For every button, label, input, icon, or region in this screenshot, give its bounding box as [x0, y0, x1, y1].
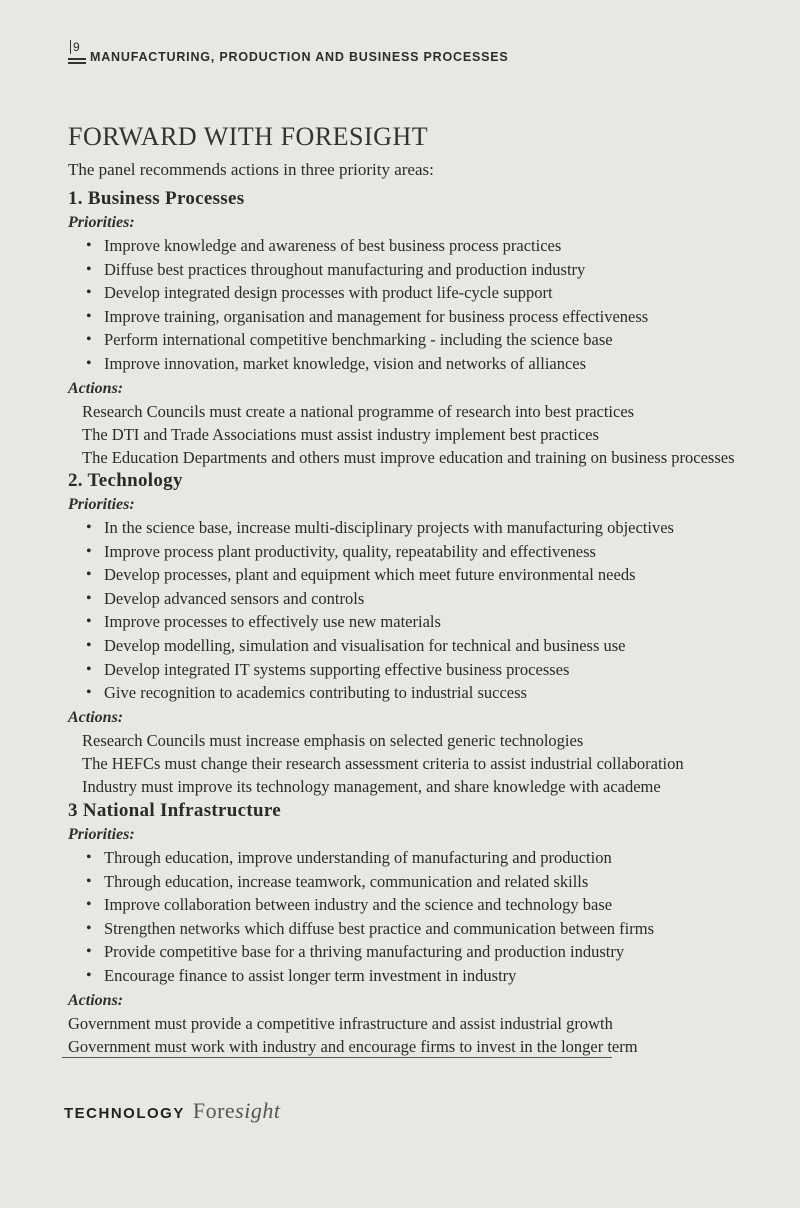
priorities-label: Priorities:: [68, 826, 135, 843]
list-item: • Improve processes to effectively use new materials: [68, 610, 748, 634]
section-business-processes: [68, 188, 748, 469]
priorities-label: Priorities:: [68, 496, 135, 513]
action-item: The Education Departments and others must improve education and training on business processes: [82, 447, 735, 467]
priorities-label: Priorities:: [68, 214, 135, 231]
actions-label: Actions:: [68, 379, 124, 397]
page-title: FORWARD WITH FORESIGHT: [68, 122, 429, 151]
action-item: Government must provide a competitive infrastructure and assist industrial growth: [68, 1013, 613, 1033]
action-item: The HEFCs must change their research assessment criteria to assist industrial collaboration: [82, 753, 684, 773]
actions-list: [68, 1012, 748, 1058]
section-national-infrastructure: [68, 800, 748, 1058]
intro-text: The panel recommends actions in three priority areas:: [68, 160, 434, 179]
foresight-suffix: sight: [235, 1098, 281, 1123]
list-item: • Give recognition to academics contributing to industrial success: [68, 681, 748, 705]
list-item: • Strengthen networks which diffuse best practice and communication between firms: [68, 917, 748, 941]
action-item: The DTI and Trade Associations must assist industry implement best practices: [82, 424, 599, 444]
list-item: • Provide competitive base for a thriving manufacturing and production industry: [68, 940, 748, 964]
list-item: • Improve training, organisation and management for business process effectiveness: [68, 305, 748, 329]
action-item: Research Councils must create a national programme of research into best practices: [82, 401, 635, 421]
list-item: • Through education, increase teamwork, communication and related skills: [68, 870, 748, 894]
page-number-mark: [68, 42, 86, 64]
list-item: • Through education, improve understanding of manufacturing and production: [68, 846, 748, 870]
actions-label: Actions:: [68, 708, 124, 726]
section-technology: [68, 470, 748, 798]
list-item: • Diffuse best practices throughout manufacturing and production industry: [68, 258, 748, 282]
section-title: 3 National Infrastructure: [68, 800, 281, 821]
list-item: • Improve collaboration between industry and the science and technology base: [68, 893, 748, 917]
priorities-list: [68, 516, 748, 705]
list-item: • Develop advanced sensors and controls: [68, 587, 748, 611]
section-title: 1. Business Processes: [68, 188, 245, 209]
section-title: 2. Technology: [68, 470, 183, 491]
footer-logo: [64, 1098, 280, 1124]
footer-foresight-label: [193, 1098, 281, 1124]
page-header: [68, 42, 509, 64]
priorities-list: [68, 846, 748, 988]
running-head: MANUFACTURING, PRODUCTION AND BUSINESS PROCESSES: [90, 50, 509, 64]
action-item: Research Councils must increase emphasis on selected generic technologies: [82, 730, 584, 750]
action-item: Industry must improve its technology management, and share knowledge with academe: [82, 776, 661, 796]
list-item: • Develop integrated IT systems supporting effective business processes: [68, 658, 748, 682]
list-item: • Encourage finance to assist longer term investment in industry: [68, 964, 748, 988]
list-item: • In the science base, increase multi-disciplinary projects with manufacturing objectives: [68, 516, 748, 540]
list-item: • Develop integrated design processes with product life-cycle support: [68, 281, 748, 305]
footer-technology-label: TECHNOLOGY: [64, 1105, 185, 1122]
action-item: Government must work with industry and encourage firms to invest in the longer term: [68, 1036, 638, 1056]
list-item: • Improve process plant productivity, quality, repeatability and effectiveness: [68, 540, 748, 564]
list-item: • Develop modelling, simulation and visualisation for technical and business use: [68, 634, 748, 658]
list-item: • Improve innovation, market knowledge, vision and networks of alliances: [68, 352, 748, 376]
list-item: • Perform international competitive benchmarking - including the science base: [68, 328, 748, 352]
footer-divider: [62, 1057, 612, 1058]
actions-label: Actions:: [68, 991, 124, 1009]
list-item: • Improve knowledge and awareness of best business process practices: [68, 234, 748, 258]
page-number: 9: [70, 40, 80, 54]
list-item: • Develop processes, plant and equipment which meet future environmental needs: [68, 563, 748, 587]
actions-list: [68, 400, 748, 469]
actions-list: [68, 729, 748, 798]
priorities-list: [68, 234, 748, 376]
foresight-prefix: Fore: [192, 1098, 236, 1123]
